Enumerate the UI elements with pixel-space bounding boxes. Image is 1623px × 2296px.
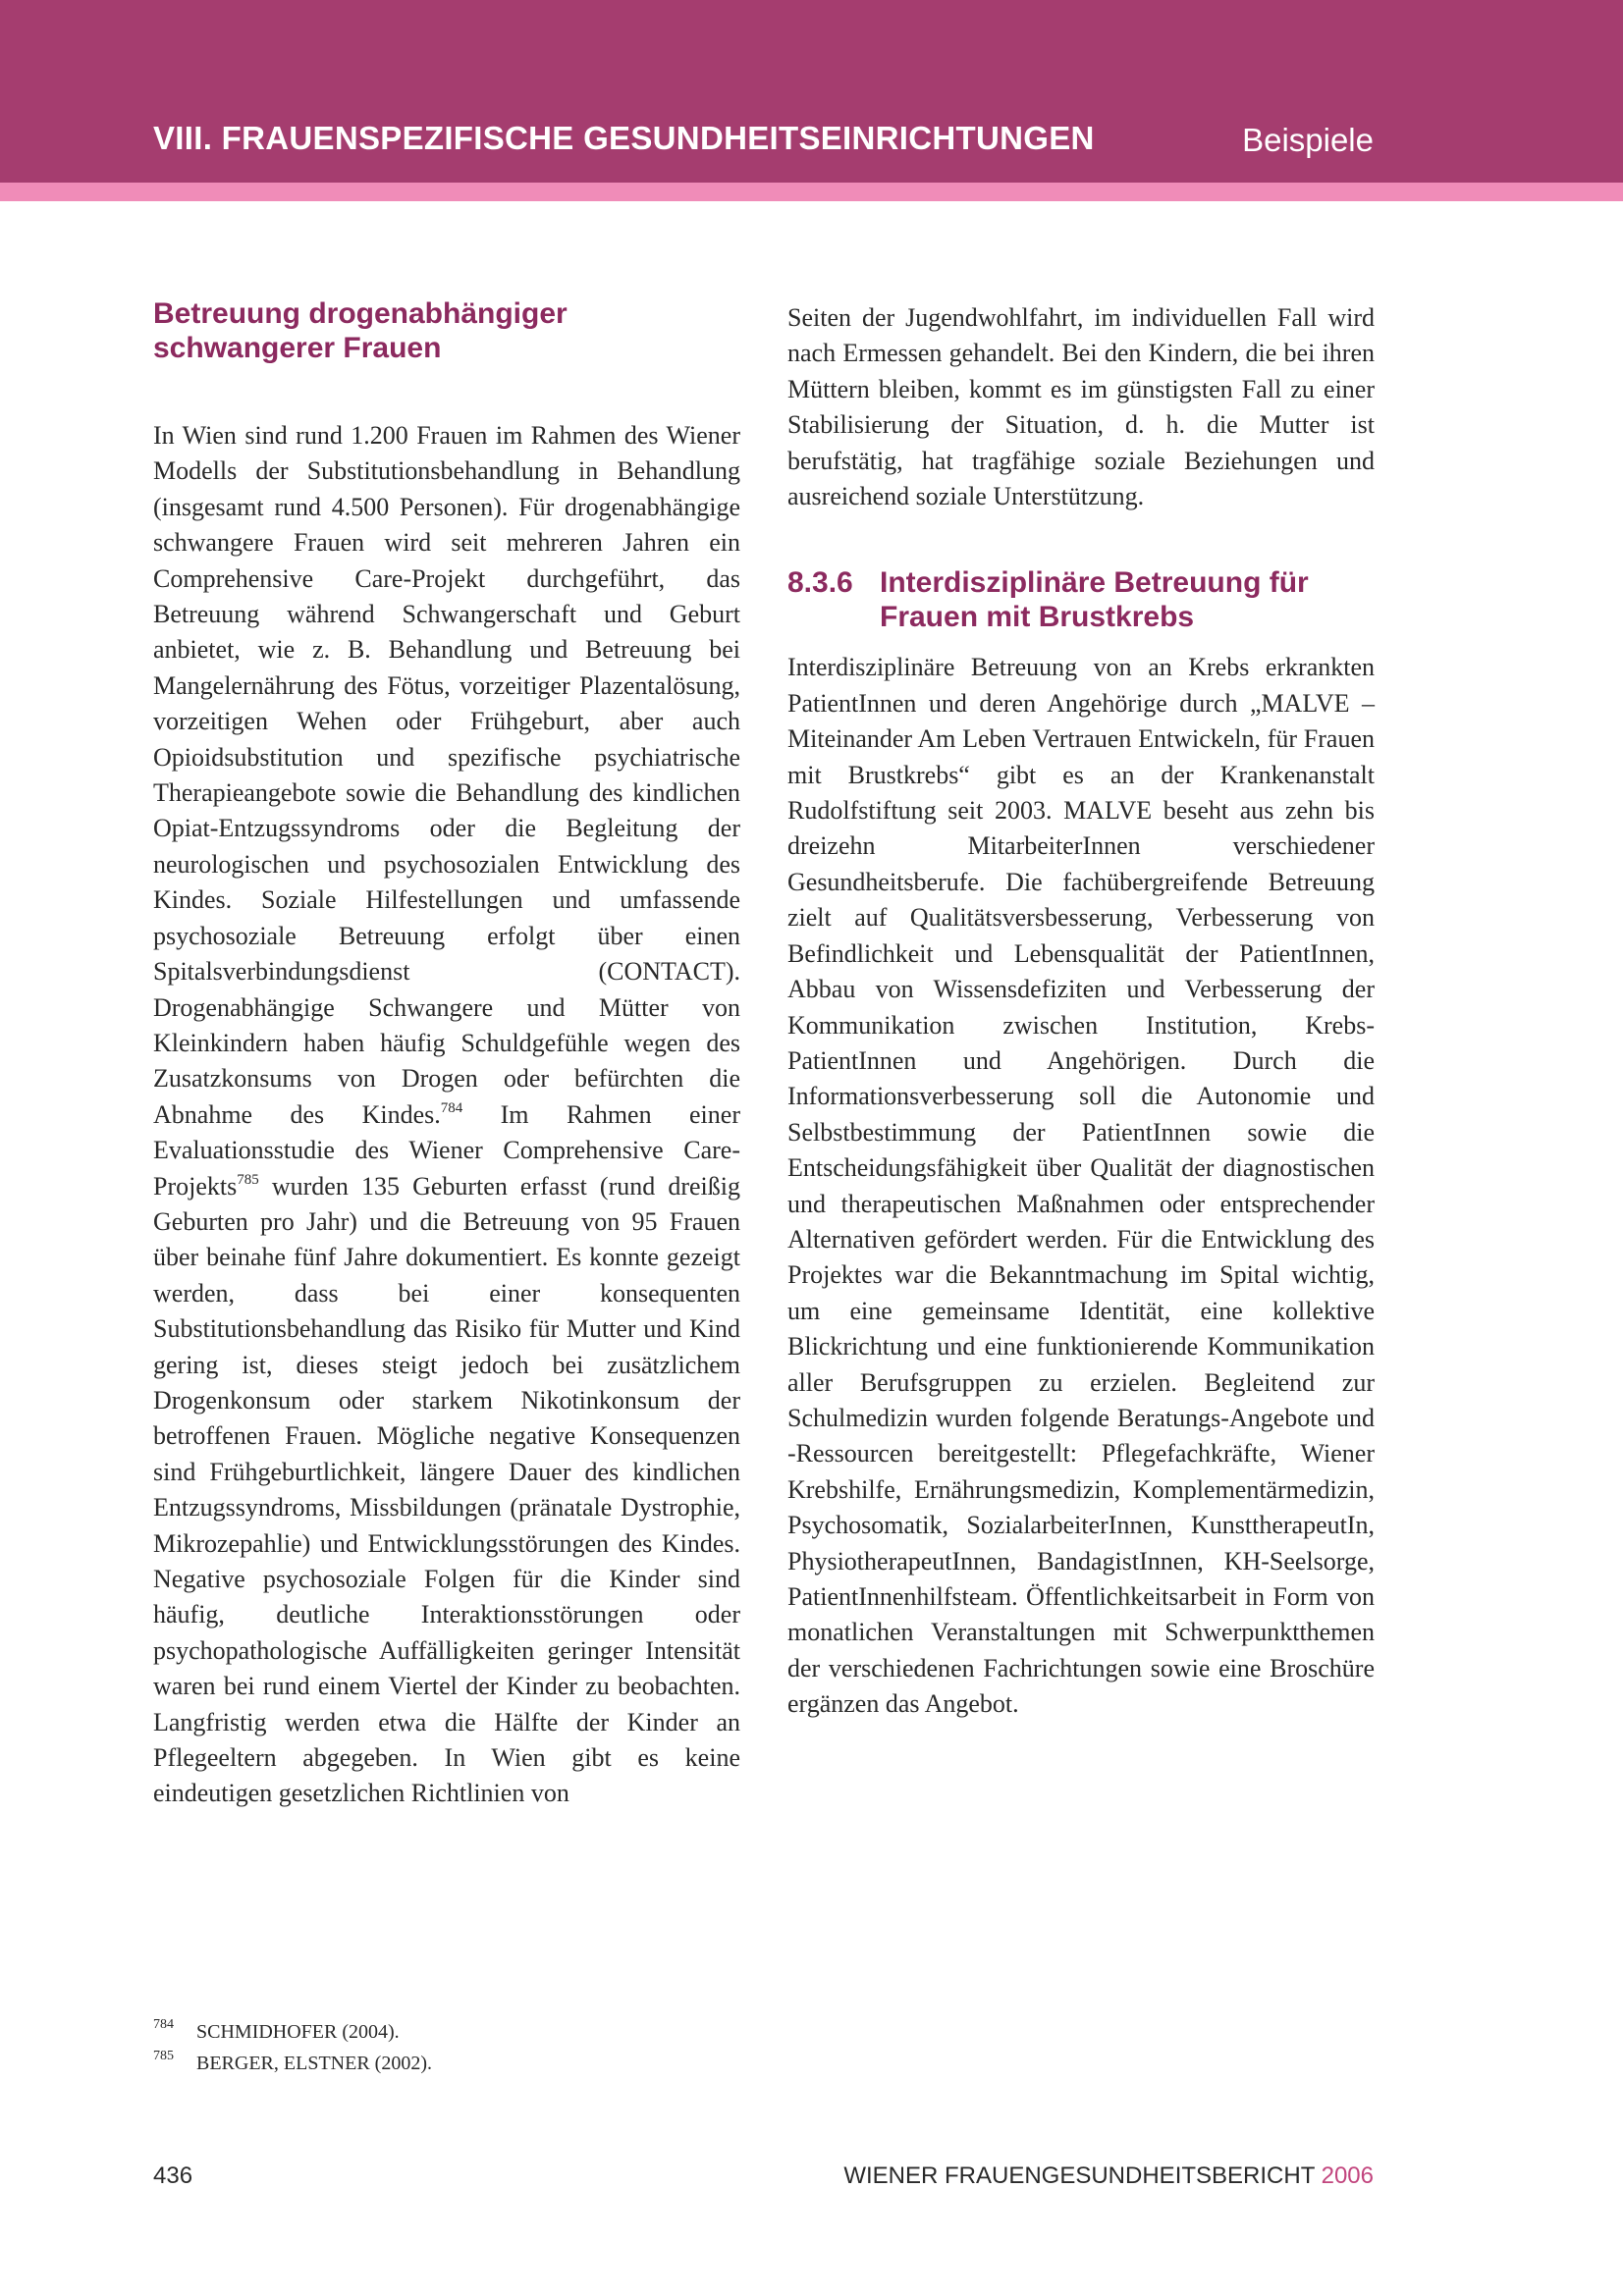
footnote-785	[153, 2048, 432, 2079]
section-heading-text: Interdisziplinäre Betreuung für Frauen mit Brustkrebs	[880, 566, 1309, 634]
header-accent-stripe	[0, 183, 1623, 201]
right-paragraph-1: Seiten der Jugendwohlfahrt, im individuellen Fall wird nach Ermessen gehandelt. Bei den Kindern, die bei ihren Müttern bleiben, kommt es im günstigsten Fall zu einer Stabilisierung der Situation, d. h. die Mutter ist berufstätig, hat tragfähige soziale Beziehungen und ausreichend soziale Unterstützung.	[787, 303, 1375, 511]
left-paragraph	[153, 418, 740, 1812]
footnote-text: BERGER, ELSTNER (2002).	[196, 2053, 432, 2074]
report-year: 2006	[1321, 2163, 1374, 2189]
right-column	[787, 300, 1375, 1723]
footnote-ref-785[interactable]: 785	[237, 1171, 259, 1188]
footnotes	[153, 2016, 432, 2079]
footnote-number: 784	[153, 2017, 174, 2032]
report-title	[843, 2163, 1374, 2190]
page-number: 436	[153, 2163, 193, 2189]
text-segment: In Wien sind rund 1.200 Frauen im Rahmen des Wiener Modells der Substitutionsbehandlung in Behandlung (insgesamt rund 4.500 Personen). Für drogenabhängige schwangere Frauen wird seit mehreren Jahren ein Comprehensive Care-Projekt durchgeführt, das Betreuung während Schwangerschaft und Geburt anbietet, wie z. B. Behandlung und Betreuung bei Mangelernährung des Fötus, vorzeitiger Plazentalösung, vorzeitigen Wehen oder Frühgeburt, aber auch Opioidsubstitution und spezifische psychiatrische Therapieangebote sowie die Behandlung des kindlichen Opiat-Entzugssyndroms oder die Begleitung der neurologischen und psychosozialen Entwicklung des Kindes. Soziale Hilfestellungen und umfassende psychosoziale Betreuung erfolgt über einen Spitalsverbindungsdienst (CONTACT). Drogenabhängige Schwangere und Mütter von Kleinkindern haben häufig Schuldgefühle wegen des Zusatzkonsums von Drogen oder befürchten die Abnahme des Kindes.	[153, 421, 740, 1129]
section-heading-drug-pregnancy: Betreuung drogenabhängiger schwangerer Frauen	[153, 297, 568, 364]
section-number: 8.3.6	[787, 566, 853, 600]
section-heading-8-3-6	[787, 565, 1375, 634]
text-segment: wurden 135 Geburten erfasst (rund dreißig Geburten pro Jahr) und die Betreuung von 95 Frauen über beinahe fünf Jahre dokumentiert. Es konnte gezeigt werden, dass bei einer konsequenten Substitutionsbehandlung das Risiko für Mutter und Kind gering ist, dieses steigt jedoch bei zusätzlichem Drogenkonsum oder starkem Nikotinkonsum der betroffenen Frauen. Mögliche negative Konsequenzen sind Frühgeburtlichkeit, längere Dauer des kindlichen Entzugssyndroms, Missbildungen (pränatale Dystrophie, Mikrozepahlie) und Entwicklungsstörungen des Kindes. Negative psychosoziale Folgen für die Kinder sind häufig, deutliche Interaktionsstörungen oder psychopathologische Auffälligkeiten geringer Intensität waren bei rund einem Viertel der Kinder zu beobachten. Langfristig werden etwa die Hälfte der Kinder an Pflegeeltern abgegeben. In Wien gibt es keine eindeutigen gesetzlichen Richtlinien von	[153, 1171, 740, 1808]
text-segment: Im Rahmen einer Evaluationsstudie des Wiener Comprehensive Care-Projekts	[153, 1099, 740, 1201]
chapter-title: VIII. FRAUENSPEZIFISCHE GESUNDHEITSEINRICHTUNGEN	[153, 120, 1095, 156]
section-label: Beispiele	[1242, 122, 1374, 158]
report-title-text: WIENER FRAUENGESUNDHEITSBERICHT	[843, 2163, 1322, 2189]
footnote-text: SCHMIDHOFER (2004).	[196, 2021, 400, 2043]
footnote-ref-784[interactable]: 784	[440, 1099, 463, 1116]
footnote-number: 785	[153, 2049, 174, 2063]
right-paragraph-2: Interdisziplinäre Betreuung von an Krebs erkrankten PatientInnen und deren Angehörige durch „MALVE – Miteinander Am Leben Vertrauen Entwickeln, für Frauen mit Brustkrebs“ gibt es an der Krankenanstalt Rudolfstiftung seit 2003. MALVE beseht aus zehn bis dreizehn MitarbeiterInnen verschiedener Gesundheitsberufe. Die fachübergreifende Betreuung zielt auf Qualitätsversbesserung, Verbesserung von Befindlichkeit und Lebensqualität der PatientInnen, Abbau von Wissensdefiziten und Verbesserung der Kommunikation zwischen Institution, Krebs-PatientInnen und Angehörigen. Durch die Informationsverbesserung soll die Autonomie und Selbstbestimmung der PatientInnen sowie die Entscheidungsfähigkeit über Qualität der diagnostischen und therapeutischen Maßnahmen oder entsprechender Alternativen gefördert werden. Für die Entwicklung des Projektes war die Bekanntmachung im Spital wichtig, um eine gemeinsame Identität, eine kollektive Blickrichtung und eine funktionierende Kommunikation aller Berufsgruppen zu erzielen. Begleitend zur Schulmedizin wurden folgende Beratungs-Angebote und -Ressourcen bereitgestellt: Pflegefachkräfte, Wiener Krebshilfe, Ernährungsmedizin, Komplementärmedizin, Psychosomatik, SozialarbeiterInnen, KunsttherapeutIn, PhysiotherapeutInnen, BandagistInnen, KH-Seelsorge, PatientInnenhilfsteam. Öffentlichkeitsarbeit in Form von monatlichen Veranstaltungen mit Schwerpunktthemen der verschiedenen Fachrichtungen sowie eine Broschüre ergänzen das Angebot.	[787, 653, 1375, 1719]
left-column	[153, 296, 740, 1812]
